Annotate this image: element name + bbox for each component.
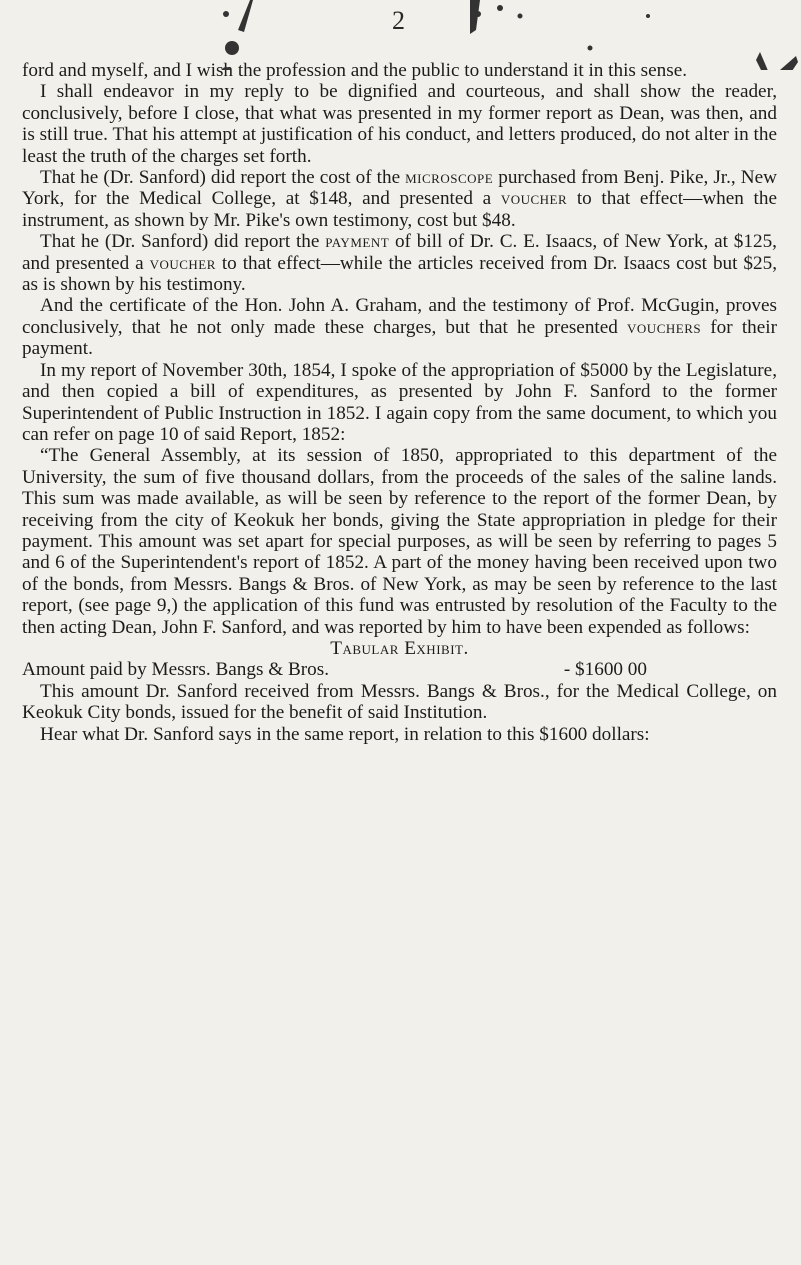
emphasis-term: payment	[325, 231, 390, 253]
paragraph-text: That he (Dr. Sanford) did report the	[40, 231, 326, 253]
paragraph: Hear what Dr. Sanford says in the same report, in relation to this $1600 dollars:	[40, 723, 650, 745]
paragraph-text: And the certificate of the Hon. John A. Graham, and the testimony of Prof. McGugin, proves conclusively, that he not only made these charges, but that he presented	[22, 295, 777, 338]
tabular-row	[22, 659, 777, 680]
section-heading: Tabular Exhibit.	[330, 637, 469, 659]
page-number: 2	[392, 6, 405, 35]
emphasis-term: microscope	[405, 167, 494, 189]
paragraph: ford and myself, and I wish the profession and the public to understand it in this sense.	[22, 60, 688, 81]
paragraph: I shall endeavor in my reply to be dignified and courteous, and shall show the reader, conclusively, before I close, that what was presented in my former report as Dean, was then, and is still true. That his attempt at justification of his conduct, and letters produced, do not alter in the least the truth of the charges set forth.	[22, 81, 777, 167]
emphasis-term: vouchers	[627, 316, 702, 338]
paragraph-text: of bill of Dr. C. E. Isaacs, of New York, at $125, and presented a	[22, 231, 777, 274]
paragraph: In my report of November 30th, 1854, I spoke of the appropriation of $5000 by the Legislature, and then copied a bill of expenditures, as presented by John F. Sanford to the former Superintendent of Public Instruction in 1852. I again copy from the same document, to which you can refer on page 10 of said Report, 1852:	[22, 359, 777, 445]
emphasis-term: voucher	[500, 188, 568, 210]
tabular-row-label: Amount paid by Messrs. Bangs & Bros.	[22, 659, 329, 681]
paragraph-text: to that effect—when the instrument, as shown by Mr. Pike's own testimony, cost but $48.	[22, 188, 777, 231]
paragraph	[22, 295, 777, 359]
paragraph-text: for their payment.	[22, 316, 777, 360]
paragraph: This amount Dr. Sanford received from Messrs. Bangs & Bros., for the Medical College, on Keokuk City bonds, issued for the benefit of said Institution.	[22, 680, 777, 724]
paragraph-text: purchased from Benj. Pike, Jr., New York, for the Medical College, at $148, and presented a	[22, 167, 777, 210]
paragraph: “The General Assembly, at its session of 1850, appropriated to this department of the University, the sum of five thousand dollars, from the proceeds of the sales of the saline lands. This sum was made available, as will be seen by reference to the report of the former Dean, by receiving from the city of Keokuk her bonds, giving the State appropriation in pledge for their payment. This amount was set apart for special purposes, as will be seen by referring to pages 5 and 6 of the Superintendent's report of 1852. A part of the money having been received upon two of the bonds, from Messrs. Bangs & Bros. of New York, as may be seen by reference to the last report, (see page 9,) the application of this fund was entrusted by resolution of the Faculty to the then acting Dean, John F. Sanford, and was reported by him to have been expended as follows:	[22, 445, 777, 638]
paragraph-text: to that effect—while the articles received from Dr. Isaacs cost but $25, as is shown by his testimony.	[22, 252, 777, 296]
paragraph	[22, 167, 777, 231]
paragraph-text: That he (Dr. Sanford) did report the cost of the	[40, 167, 406, 189]
tabular-row-amount: - $1600 00	[563, 659, 647, 681]
paragraph	[22, 231, 777, 295]
emphasis-term: voucher	[149, 252, 216, 274]
body-text	[22, 60, 777, 745]
